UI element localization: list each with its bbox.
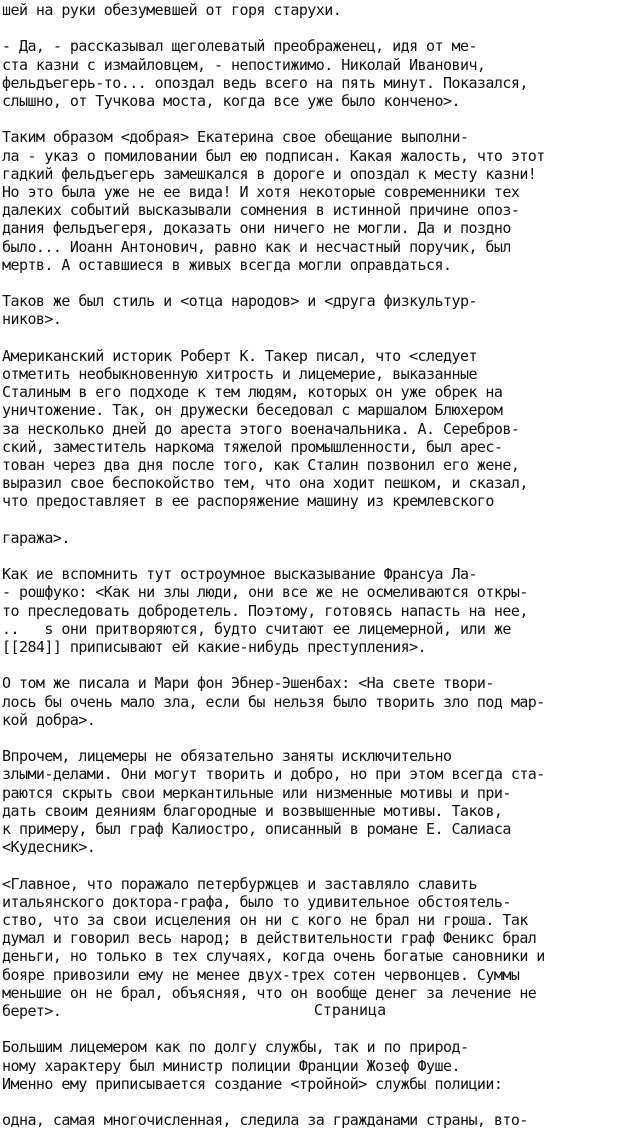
- text-line: бояре привозили ему не менее двух-трех сотен червонцев. Суммы: [2, 965, 520, 984]
- text-line: дания фельдъегеря, доказать они ничего не могли. Да и поздно: [2, 219, 511, 238]
- text-line: - рошфуко: <Как ни злы люди, они все же не осмеливаются откры-: [2, 583, 528, 602]
- text-line: Таков же был стиль и <отца народов> и <друга физкультур-: [2, 292, 477, 311]
- text-line: деньги, но только в тех случаях, когда очень богатые сановники и: [2, 947, 545, 966]
- text-line: отметить необыкновенную хитрость и лицемерие, выказанные: [2, 365, 477, 383]
- text-line: ному характеру был министр полиции Франции Жозеф Фуше.: [2, 1056, 460, 1075]
- text-line: мертв. А оставшиеся в живых всегда могли оправдаться.: [2, 255, 452, 274]
- text-line: Американский историк Роберт К. Такер писал, что <следует: [2, 346, 477, 365]
- text-line: - Да, - рассказывал щеголеватый преображенец, идя от ме-: [2, 37, 477, 56]
- text-line: шей на руки обезумевшей от горя старухи.: [2, 1, 342, 19]
- text-line: то преследовать добродетель. Поэтому, готовясь напасть на нее,: [2, 601, 528, 620]
- text-line: кой добра>.: [2, 710, 96, 729]
- text-line: лось бы очень мало зла, если бы нельзя было творить зло под мар-: [2, 692, 545, 711]
- text-line: за несколько дней до ареста этого военачальника. А. Серебров-: [2, 419, 520, 438]
- text-line: гаража>.: [2, 528, 70, 547]
- text-line: берет>.: [2, 1002, 62, 1020]
- text-line: меньшие он не брал, объясняя, что он вообще денег за лечение не: [2, 983, 537, 1002]
- text-line: что предоставляет в ее распоряжение машину из кремлевского: [2, 492, 494, 511]
- text-line: ский, заместитель наркома тяжелой промышленности, был арес-: [2, 437, 503, 456]
- text-line: было... Иоанн Антонович, равно как и несчастный поручик, был: [2, 237, 511, 256]
- text-line: раются скрыть свои меркантильные или низменные мотивы и при-: [2, 783, 511, 802]
- text-line: фельдъегерь-то... опоздал ведь всего на пять минут. Показался,: [2, 73, 528, 92]
- text-line: к примеру, был граф Калиостро, описанный в романе Е. Салиаса: [2, 820, 511, 838]
- page-footer: Страница: [313, 1001, 387, 1019]
- text-line: Таким образом <добрая> Екатерина свое обещание выполни-: [2, 128, 469, 147]
- text-line: .. s они притворяются, будто считают ее лицемерной, или же: [2, 619, 511, 638]
- text-line: далеких событий высказывали сомнения в истинной причине опоз-: [2, 201, 520, 220]
- text-line: гадкий фельдъегерь замешкался в дороге и опоздал к месту казни!: [2, 164, 537, 183]
- text-line: <Главное, что поражало петербуржцев и заставляло славить: [2, 874, 477, 893]
- text-line: О том же писала и Мари фон Эбнер-Эшенбах: <На свете твори-: [2, 674, 494, 693]
- text-line: Сталиным в его подходе к тем людям, которых он уже обрек на: [2, 383, 503, 402]
- text-line: ство, что за свои исцеления он ни с кого не брал ни гроша. Так: [2, 911, 528, 929]
- text-line: Как ие вспомнить тут остроумное высказывание Франсуа Ла-: [2, 565, 477, 584]
- text-line: Впрочем, лицемеры не обязательно заняты исключительно: [2, 747, 452, 766]
- text-line: Большим лицемером как по долгу службы, так и по природ-: [2, 1038, 469, 1057]
- text-line: [[284]] приписывают ей какие-нибудь преступления>.: [2, 638, 427, 656]
- text-line: слышно, от Тучкова моста, когда все уже было кончено>.: [2, 92, 460, 110]
- text-line: <Кудесник>.: [2, 838, 96, 857]
- text-line: злыми-делами. Они могут творить и добро, но при этом всегда ста-: [2, 765, 545, 784]
- text-line: дать своим деяниям благородные и возвышенные мотивы. Таков,: [2, 801, 503, 820]
- text-line: уничтожение. Так, он дружески беседовал с маршалом Блюхером: [2, 401, 503, 420]
- text-line: одна, самая многочисленная, следила за гражданами страны, вто-: [2, 1111, 528, 1129]
- text-line: выразил свое беспокойство тем, что она ходит пешком, и сказал,: [2, 474, 528, 493]
- text-line: ла - указ о помиловании был ею подписан. Какая жалость, что этот: [2, 146, 545, 165]
- text-line: ников>.: [2, 310, 62, 329]
- text-line: Но это была уже не ее вида! И хотя некоторые современники тех: [2, 183, 520, 201]
- text-line: ста казни с измайловцем, - непостижимо. Николай Иванович,: [2, 55, 486, 74]
- text-line: тован через два дня после того, как Сталин позвонил его жене,: [2, 456, 520, 474]
- text-line: итальянского доктора-графа, было то удивительное обстоятель-: [2, 892, 511, 911]
- text-line: думал и говорил весь народ; в действительности граф Феникс брал: [2, 929, 537, 948]
- text-line: Именно ему приписывается создание <тройной> службы полиции:: [2, 1074, 503, 1093]
